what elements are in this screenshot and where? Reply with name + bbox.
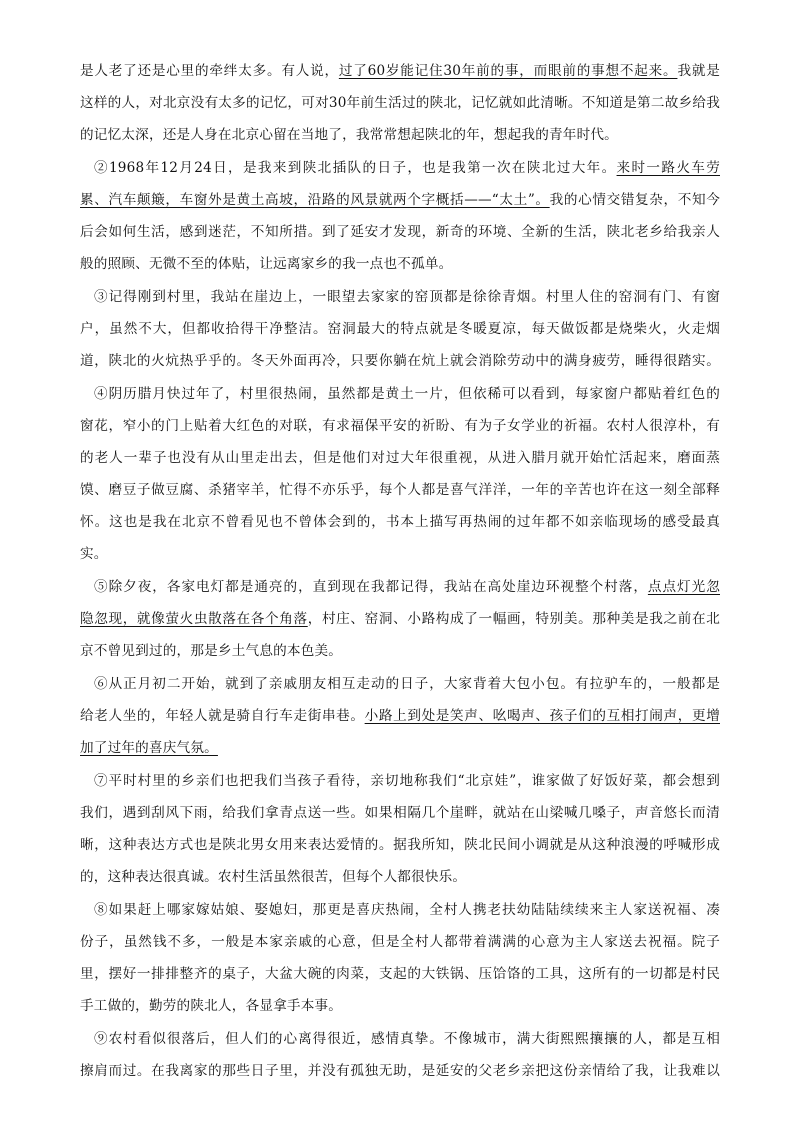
- text-span: 是人老了还是心里的牵绊太多。有人说，: [80, 63, 339, 79]
- text-span: 户，虽然不大，但都收拾得干净整洁。窑洞最大的特点就是冬暖夏凉，每天做饭都是烧柴火，火走烟: [80, 321, 720, 337]
- text-line: [80, 1059, 720, 1083]
- text-line: [80, 252, 720, 276]
- text-span: 手工做的，勤劳的陕北人，各显拿手本事。: [80, 998, 343, 1014]
- paragraph-8-line: [94, 898, 720, 922]
- text-line: [80, 994, 720, 1018]
- text-line: [80, 188, 720, 212]
- text-line: [80, 607, 720, 631]
- underlined-text: 过了60岁能记住30年前的事，而眼前的事想不起来。: [338, 63, 678, 79]
- paragraph-2-line: [94, 156, 720, 180]
- text-span: 实。: [80, 546, 108, 562]
- text-span: ③记得刚到村里，我站在崖边上，一眼望去家家的窑顶都是徐徐青烟。村里人住的窑洞有门、有窗: [94, 289, 720, 305]
- text-span: 晰，这种表达方式也是陕北男女用来表达爱情的。据我所知，陕北民间小调就是从这种浪漫的呼喊形成: [80, 837, 720, 853]
- text-span: 馍、磨豆子做豆腐、杀猪宰羊，忙得不亦乐乎，每个人都是喜气洋洋，一年的辛苦也许在这一刻全部释: [80, 482, 720, 498]
- text-span: 窗花，窄小的门上贴着大红色的对联，有求福保平安的祈盼、有为子女学业的祈福。农村人很淳朴，有: [80, 418, 720, 434]
- text-span: 我们，遇到刮风下雨，给我们拿青点送一些。如果相隔几个崖畔，就站在山梁喊几嗓子，声音悠长而清: [80, 805, 720, 821]
- text-span: 京不曾见到过的，那是乡土气息的本色美。: [80, 643, 343, 659]
- underlined-text: 小路上到处是笑声、吆喝声、孩子们的互相打闹声，更增: [364, 708, 720, 724]
- text-line: [80, 91, 720, 115]
- paragraph-4-line: [94, 382, 720, 406]
- text-line: [80, 962, 720, 986]
- text-line: [80, 414, 720, 438]
- text-line: [80, 833, 720, 857]
- text-span: ⑨农村看似很落后，但人们的心离得很近，感情真挚。不像城市，满大街熙熙攘攘的人，都是互相: [94, 1031, 720, 1047]
- text-span: ，村庄、窑洞、小路构成了一幅画，特别美。那种美是我之前在北: [307, 611, 720, 627]
- text-span: 份子，虽然钱不多，一般是本家亲戚的心意，但是全村人都带着满满的心意为主人家送去祝福。院子: [80, 934, 720, 950]
- paragraph-6-line: [94, 672, 720, 696]
- text-line: [80, 801, 720, 825]
- text-line: [80, 510, 720, 534]
- paragraph-9-line: [94, 1027, 720, 1051]
- text-line: [80, 317, 720, 341]
- text-line: [80, 59, 720, 83]
- text-span: 的老人一辈子也没有从山里走出去，但是他们对过大年很重视，从进入腊月就开始忙活起来，磨面蒸: [80, 450, 720, 466]
- text-line: [80, 930, 720, 954]
- text-span: ⑤除夕夜，各家电灯都是通亮的，直到现在我都记得，我站在高处崖边环视整个村落，: [94, 579, 648, 595]
- text-line: [80, 542, 720, 566]
- text-line: [80, 220, 720, 244]
- text-span: 怀。这也是我在北京不曾看见也不曾体会到的，书本上描写再热闹的过年都不如亲临现场的感受最真: [80, 514, 720, 530]
- text-span: ⑦平时村里的乡亲们也把我们当孩子看待，亲切地称我们“北京娃”，谁家做了好饭好菜，都会想到: [94, 773, 720, 789]
- text-span: 里，摆好一排排整齐的桌子，大盆大碗的肉菜，支起的大铁锅、压饸饹的工具，这所有的一切都是村民: [80, 966, 720, 982]
- text-span: 的，这种表达很真诚。农村生活虽然很苦，但每个人都很快乐。: [80, 869, 467, 885]
- text-span: 这样的人，对北京没有太多的记忆，可对30年前生活过的陕北，记忆就如此清晰。不知道是第二故乡给我: [80, 95, 720, 111]
- text-span: 擦肩而过。在我离家的那些日子里，并没有孤独无助，是延安的父老乡亲把这份亲情给了我，让我难以: [80, 1063, 720, 1079]
- text-line: [80, 736, 720, 760]
- text-line: [80, 639, 720, 663]
- text-span: ⑧如果赶上哪家嫁姑娘、娶媳妇，那更是喜庆热闹，全村人携老扶幼陆陆续续来主人家送祝福、凑: [94, 902, 720, 918]
- text-line: [80, 704, 720, 728]
- underlined-text: 来时一路火车劳: [616, 160, 720, 176]
- text-line: [80, 349, 720, 373]
- underlined-text: 加了过年的喜庆气氛。: [80, 740, 218, 756]
- text-span: 给老人坐的，年轻人就是骑自行车走街串巷。: [80, 708, 365, 724]
- text-span: ④阴历腊月快过年了，村里很热闹，虽然都是黄土一片，但依稀可以看到，每家窗户都贴着红色的: [94, 386, 720, 402]
- text-span: 道，陕北的火炕热乎乎的。冬天外面再冷，只要你躺在炕上就会消除劳动中的满身疲劳，睡得很踏实。: [80, 353, 720, 369]
- underlined-text: 累、汽车颠簸，车窗外是黄土高坡，沿路的风景就两个字概括——“太土”。: [80, 192, 550, 208]
- text-span: 后会如何生活，感到迷茫，不知所措。到了延安才发现，新奇的环境、全新的生活，陕北老乡给我亲人: [80, 224, 720, 240]
- text-span: 我的心情交错复杂，不知今: [549, 192, 720, 208]
- text-span: ⑥从正月初二开始，就到了亲戚朋友相互走动的日子，大家背着大包小包。有拉驴车的，一般都是: [94, 676, 720, 692]
- text-span: 我就是: [677, 63, 720, 79]
- text-span: ②1968年12月24日，是我来到陕北插队的日子，也是我第一次在陕北过大年。: [94, 160, 617, 176]
- paragraph-7-line: [94, 769, 720, 793]
- underlined-text: 点点灯光忽: [647, 579, 720, 595]
- underlined-text: 隐忽现，就像萤火虫散落在各个角落: [80, 611, 308, 627]
- paragraph-3-line: [94, 285, 720, 309]
- text-line: [80, 865, 720, 889]
- text-span: 的记忆太深，还是人身在北京心留在当地了，我常常想起陕北的年，想起我的青年时代。: [80, 127, 618, 143]
- text-span: 般的照顾、无微不至的体贴，让远离家乡的我一点也不孤单。: [80, 256, 453, 272]
- paragraph-5-line: [94, 575, 720, 599]
- text-line: [80, 446, 720, 470]
- text-line: [80, 123, 720, 147]
- text-line: [80, 478, 720, 502]
